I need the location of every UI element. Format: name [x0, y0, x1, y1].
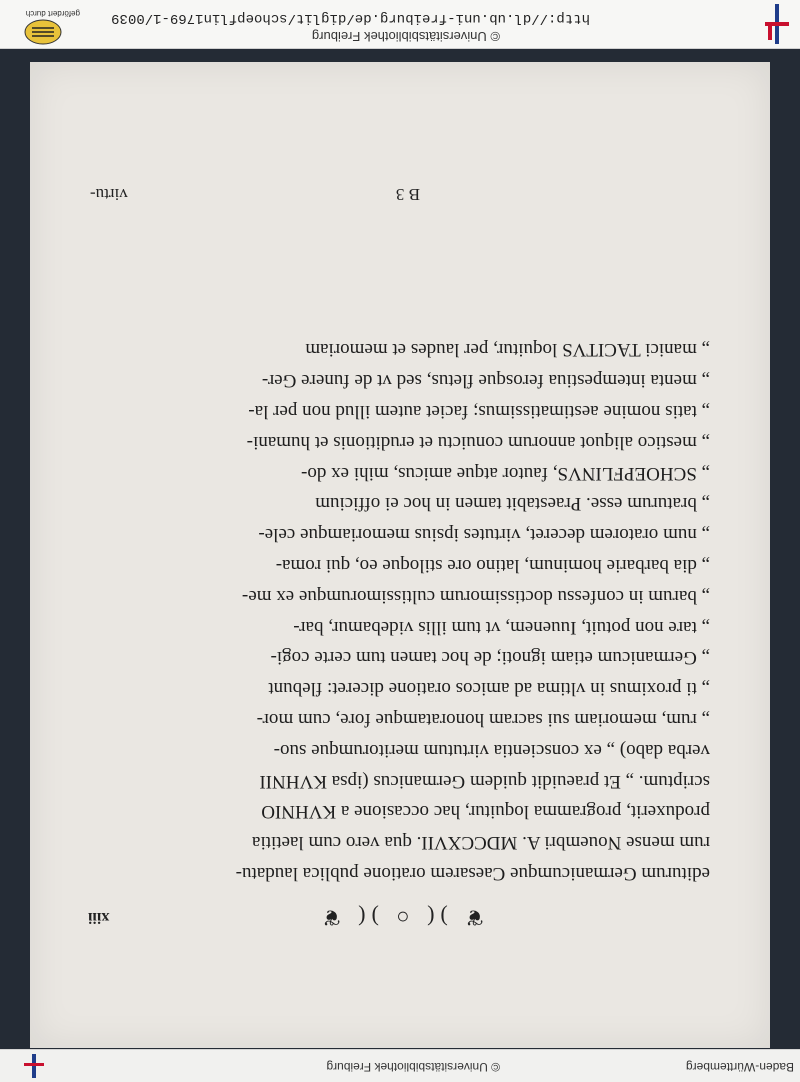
- page-footer: [90, 176, 710, 204]
- copyright-text: © Universitätsbibliothek Freiburg: [311, 29, 500, 44]
- header-ornament: ❦ )( ○ )( ❦: [316, 905, 484, 930]
- page-number: xiii: [88, 909, 110, 926]
- text-line: „ tare non potuit, Iuuenem, vt tum illis videbamur, bar-: [293, 616, 710, 638]
- sponsor-crest-icon: [22, 18, 64, 46]
- text-line: produxerit, programma loquitur, hac occasione a KVHNIO: [261, 801, 710, 823]
- text-line: „ ti proximus in vltima ad amicos oratione diceret: flebunt: [268, 678, 710, 700]
- lower-banner: [0, 1049, 800, 1082]
- text-line: „ dia barbarie hominum, latino ore stiloque eo, qui roma-: [275, 555, 710, 577]
- text-line: editurum Germanicumque Caesarem oratione publica laudatu-: [235, 863, 710, 884]
- sponsor-label: gefördert durch: [25, 9, 80, 18]
- text-line: „ manici TACITVS loquitur, per laudes et memoriam: [305, 339, 710, 361]
- text-line: „ SCHOEPFLINVS, fautor atque amicus, mihi ex do-: [301, 462, 710, 484]
- upper-banner: [0, 0, 800, 49]
- banner-copyright: © Universitätsbibliothek Freiburg: [326, 1060, 500, 1074]
- text-line: „ barum in confessu doctissimorum cultissimorumque ex me-: [241, 585, 710, 607]
- banner-region-label: Baden-Württemberg: [685, 1060, 794, 1074]
- text-line: „ mestico aliquot annorum conuictu et eruditionis et humani-: [246, 431, 710, 453]
- library-mark-icon: [760, 2, 794, 46]
- signature-mark: B 3: [395, 185, 420, 204]
- text-line: scriptum. „ Et praeuidit quidem Germanicus (ipsa KVHNII: [259, 770, 710, 792]
- page-header: [88, 900, 712, 930]
- text-line: „ num oratorem deceret, virtutes ipsius memoriamque cele-: [258, 524, 710, 546]
- catchword: virtu-: [90, 185, 128, 204]
- text-line: „ Germanicum etiam ignoti; de hoc tamen tum certe cogi-: [270, 647, 710, 669]
- book-page: [30, 62, 770, 1048]
- page-text: [90, 334, 710, 888]
- text-line: „ menta intempestiua ferosque fletus, sed vt de funere Ger-: [261, 370, 710, 392]
- text-line: rum mense Nouembri A. MDCCXVII. qua vero cum laetitia: [251, 832, 710, 854]
- source-url-link[interactable]: http://dl.ub.uni-freiburg.de/diglit/schoepflin1769-1/0039: [111, 10, 590, 26]
- text-line: „ braturum esse. Praestabit tamen in hoc ei officium: [315, 493, 710, 515]
- text-line: „ tatis nomine aestimatissimus; faciet autem illud non per la-: [248, 401, 710, 423]
- text-line: „ rum, memoriam sui sacram honoratamque fore, cum mor-: [256, 709, 710, 731]
- text-line: verba dabo) „ ex conscientia virtutum meritorumque suo-: [273, 739, 710, 761]
- library-mark-icon: [20, 1052, 48, 1080]
